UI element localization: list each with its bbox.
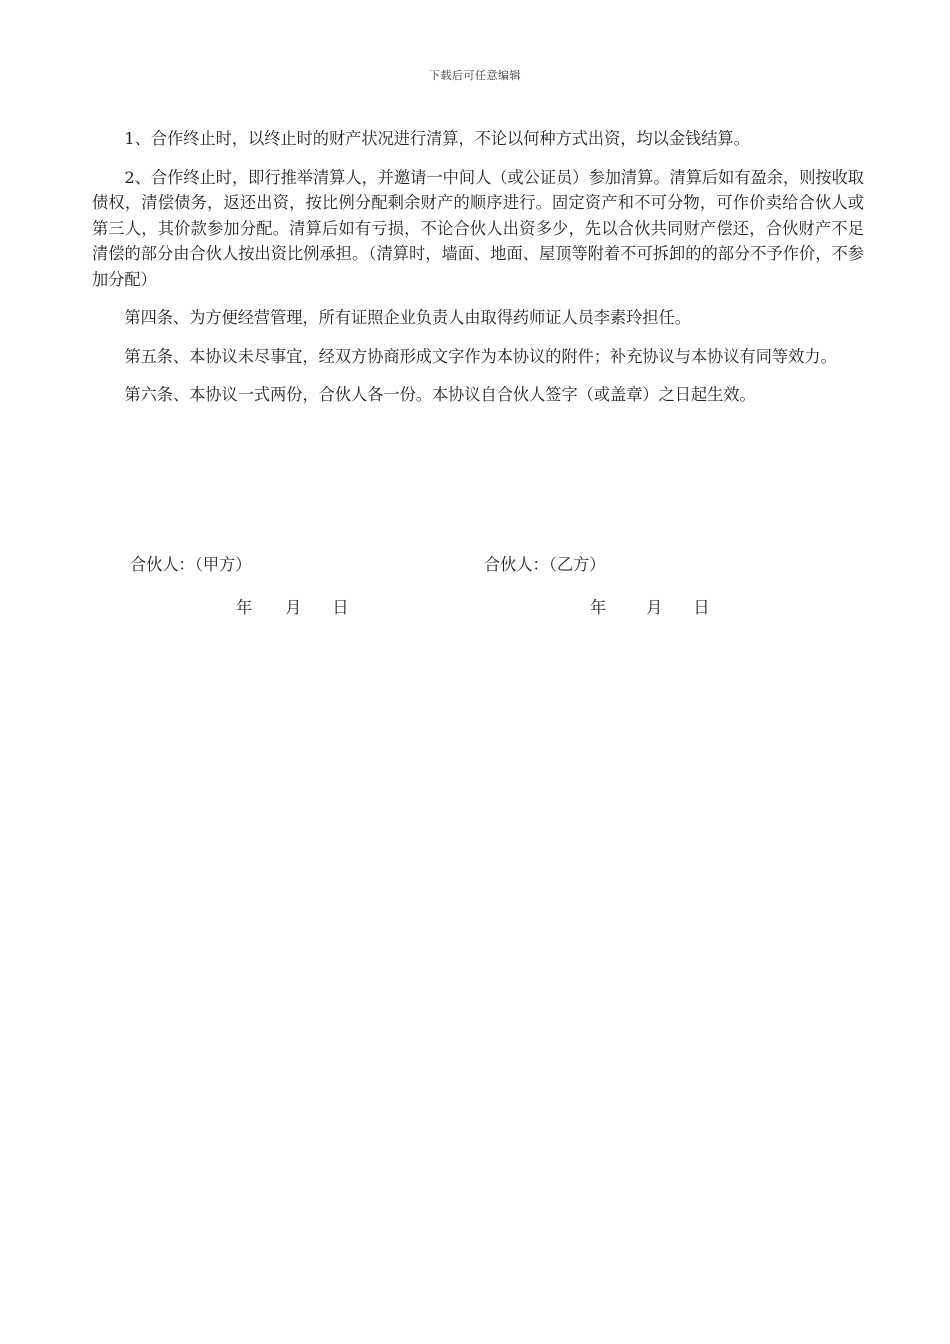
party-a-label: 合伙人：（甲方）: [130, 555, 252, 574]
document-body: [92, 126, 864, 421]
article-five: 第五条、本协议未尽事宜，经双方协商形成文字作为本协议的附件；补充协议与本协议有同等效力。: [124, 346, 837, 366]
clause-liquidation-1: 1、合作终止时，以终止时的财产状况进行清算，不论以何种方式出资，均以金钱结算。: [124, 129, 750, 148]
party-a-day: 日: [332, 598, 349, 617]
party-a-month: 月: [285, 598, 302, 617]
party-b-day: 日: [693, 598, 710, 617]
party-a-year: 年: [236, 598, 253, 617]
party-b-year: 年: [590, 598, 607, 617]
party-b-date: [590, 594, 710, 618]
party-a-date: [236, 594, 349, 618]
party-b-label: 合伙人：（乙方）: [484, 555, 606, 574]
party-b-month: 月: [646, 598, 663, 617]
header-note: 下载后可任意编辑: [429, 69, 521, 82]
article-six: 第六条、本协议一式两份，合伙人各一份。本协议自合伙人签字（或盖章）之日起生效。: [124, 385, 756, 404]
article-four: 第四条、为方便经营管理，所有证照企业负责人由取得药师证人员李素玲担任。: [124, 308, 691, 327]
clause-liquidation-2: 2、合作终止时，即行推举清算人，并邀请一中间人（或公证员）参加清算。清算后如有盈余，则按收取债权，清偿债务，返还出资，按比例分配剩余财产的顺序进行。固定资产和不可分物，可作价卖给合伙人或第三人，其价款参加分配。清算后如有亏损，不论合伙人出资多少，先以合伙共同财产偿还，合伙财产不足清偿的部分由合伙人按出资比例承担。（清算时，墙面、地面、屋顶等附着不可拆卸的的部分不予作价，不参加分配）: [92, 167, 864, 289]
